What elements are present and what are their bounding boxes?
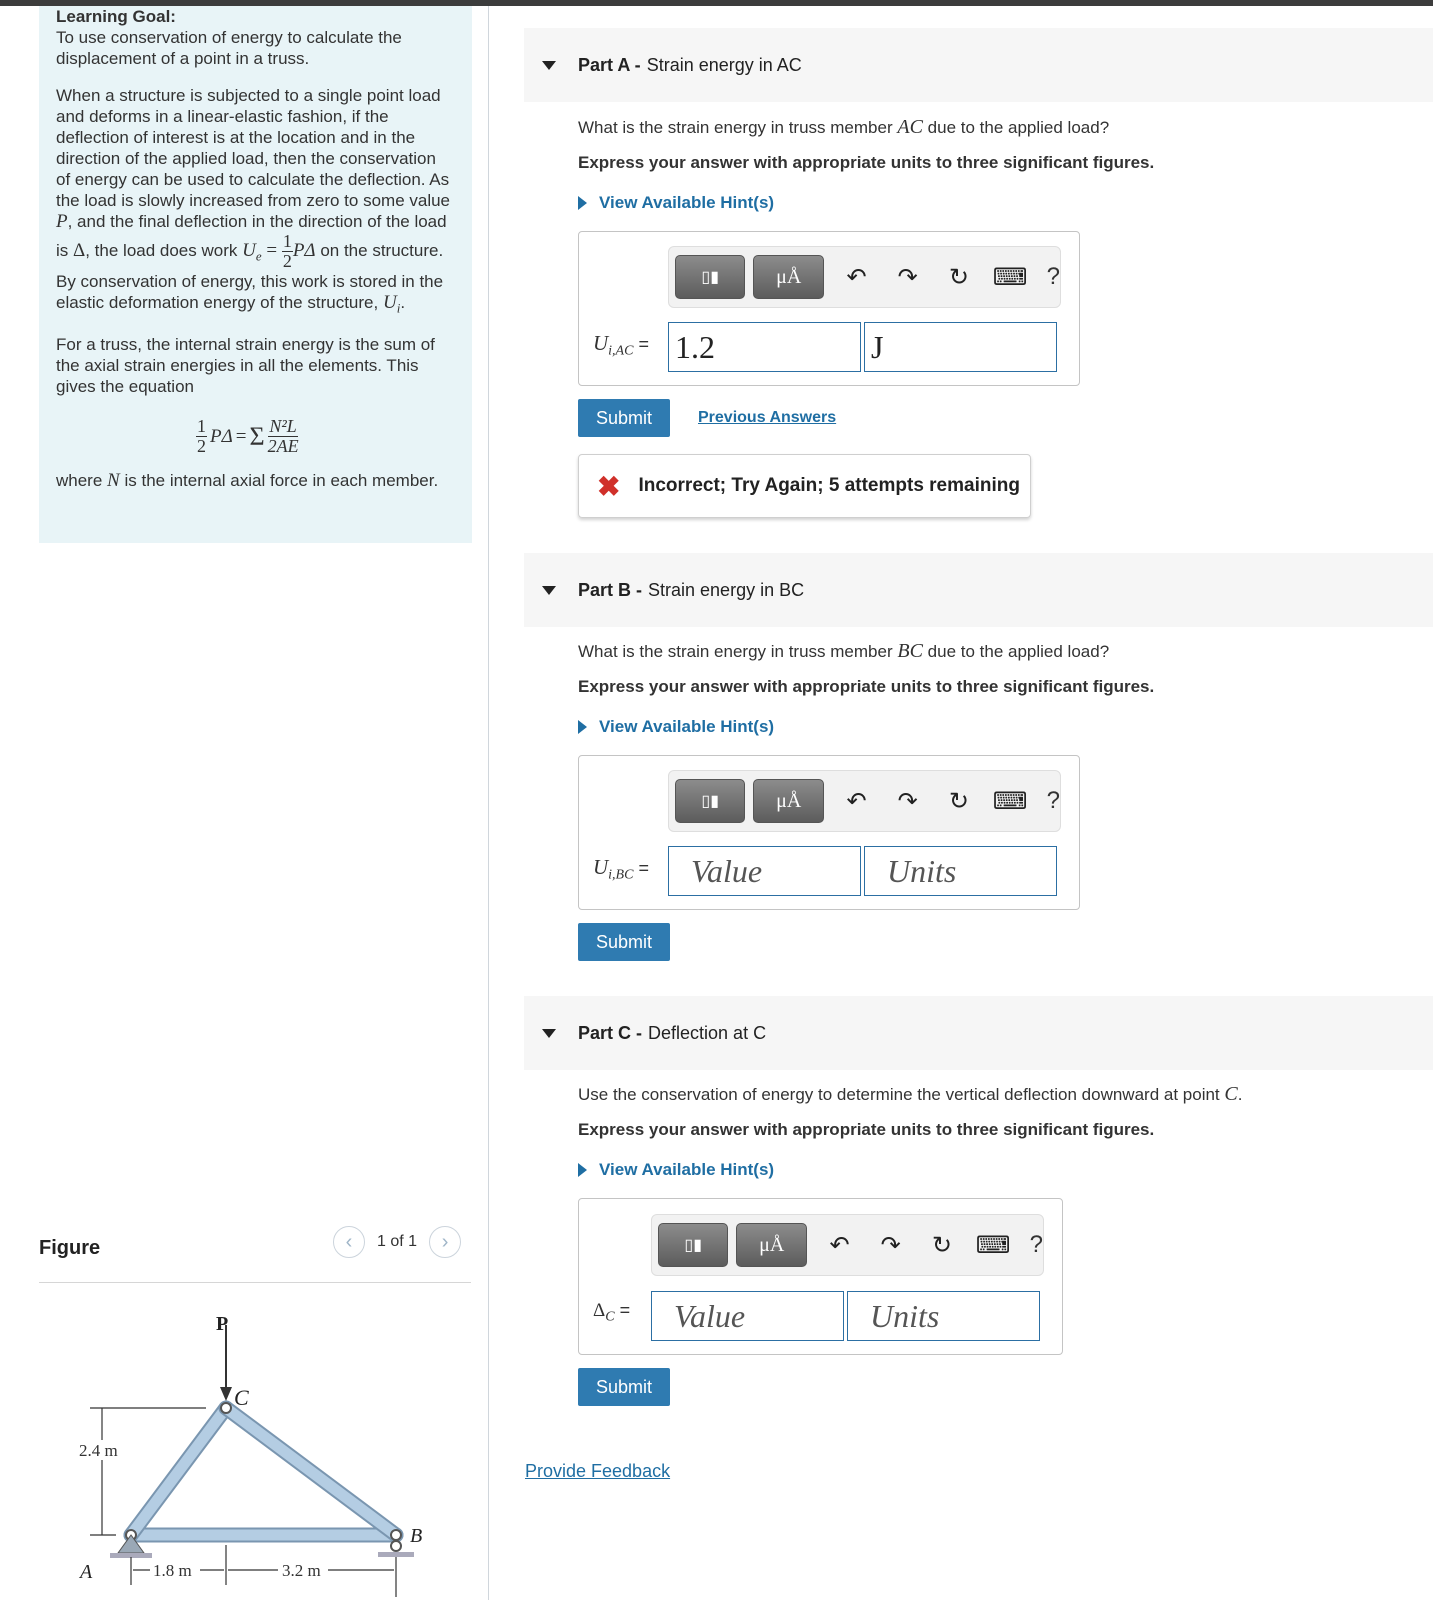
learning-goal-paragraph-2: For a truss, the internal strain energy is the sum of the axial strain energies in all the elements. This gives the equation — [56, 335, 435, 397]
learning-goal-intro: To use conservation of energy to calculate the displacement of a point in a truss. — [56, 28, 402, 68]
truss-figure — [60, 1295, 460, 1600]
part-b-hint-link[interactable]: View Available Hint(s) — [578, 717, 774, 737]
units-button[interactable]: μÅ — [736, 1223, 806, 1267]
dim-height-label: 2.4 m — [79, 1441, 118, 1460]
dim-right-label: 3.2 m — [282, 1561, 321, 1580]
part-c-toolbar — [651, 1214, 1044, 1276]
reset-icon[interactable]: ↻ — [948, 787, 969, 815]
figure-title: Figure — [39, 1237, 101, 1259]
part-b-submit-button[interactable]: Submit — [578, 923, 670, 961]
figure-divider — [39, 1282, 471, 1283]
part-c-header[interactable]: Part C - Deflection at C — [524, 996, 1433, 1070]
part-c-question: Use the conservation of energy to determine the vertical deflection downward at point C. — [578, 1083, 1243, 1105]
part-a-header[interactable]: Part A - Strain energy in AC — [524, 28, 1433, 102]
figure-next-button[interactable]: › — [429, 1226, 461, 1258]
part-c-hint-link[interactable]: View Available Hint(s) — [578, 1160, 774, 1180]
templates-button[interactable]: ▯▮ — [675, 255, 745, 299]
keyboard-icon[interactable]: ⌨ — [992, 263, 1028, 291]
joint-b-pin — [391, 1530, 401, 1540]
part-c-variable-label: $\Delta_C$ = — [593, 1300, 631, 1325]
expand-arrow-icon — [578, 720, 587, 734]
learning-goal-paragraph-3: where N is the internal axial force in each member. — [56, 470, 439, 492]
figure-page-indicator: 1 of 1 — [377, 1233, 418, 1250]
part-a-answer-box — [578, 231, 1080, 386]
part-a-feedback: ✖ Incorrect; Try Again; 5 attempts remaining — [578, 454, 1031, 518]
collapse-triangle-icon — [542, 586, 556, 595]
expand-arrow-icon — [578, 1163, 587, 1177]
previous-answers-link[interactable]: Previous Answers — [698, 409, 837, 426]
part-b-answer-box — [578, 755, 1080, 910]
support-b-roller — [378, 1541, 414, 1557]
label-a: A — [80, 1561, 93, 1583]
part-b-instruction: Express your answer with appropriate units to three significant figures. — [578, 677, 1155, 696]
redo-icon[interactable]: ↷ — [880, 1231, 901, 1259]
part-a-toolbar — [668, 246, 1061, 308]
redo-icon[interactable]: ↷ — [897, 263, 918, 291]
joint-c-pin — [221, 1403, 231, 1413]
part-c-instruction: Express your answer with appropriate units to three significant figures. — [578, 1120, 1155, 1139]
undo-icon[interactable]: ↶ — [846, 263, 867, 291]
part-a-instruction: Express your answer with appropriate units to three significant figures. — [578, 153, 1155, 172]
keyboard-icon[interactable]: ⌨ — [992, 787, 1028, 815]
column-divider — [488, 6, 489, 1600]
help-icon[interactable]: ? — [1029, 1231, 1043, 1258]
energy-equation: $\frac{1}{2}$ PΔ = Σ $\frac{\text{N²L}}{2AE}$ — [197, 416, 299, 457]
part-b-variable-label: $U_{i,BC}$ = — [593, 855, 649, 883]
reset-icon[interactable]: ↻ — [931, 1231, 952, 1259]
learning-goal-paragraph-1: When a structure is subjected to a single point load and deforms in a linear-elastic fashion, if the deflection of interest is at the location and in the direction of the applied load, then the conservation of energy can be used to calculate the deflection. As the load is slowly increased from zero to some value P, and the final deflection in the direction of the load is Δ, the load does work $U_e$ = $\frac{1}{2}$ PΔ on the structure. By conservation of energy, this work is stored in the elastic deformation energy of the structure, $U_i$. — [56, 86, 451, 316]
help-icon[interactable]: ? — [1046, 787, 1060, 814]
label-c: C — [234, 1385, 249, 1410]
part-b-header[interactable]: Part B - Strain energy in BC — [524, 553, 1433, 627]
collapse-triangle-icon — [542, 1029, 556, 1038]
expand-arrow-icon — [578, 196, 587, 210]
part-a-variable-label: $U_{i,AC}$ = — [593, 331, 649, 359]
help-icon[interactable]: ? — [1046, 263, 1060, 290]
label-p: P — [216, 1313, 229, 1335]
part-a-value-input[interactable]: 1.2 — [668, 322, 861, 372]
part-b-question: What is the strain energy in truss member BC due to the applied load? — [578, 640, 1110, 662]
part-c-units-input[interactable]: Units — [847, 1291, 1040, 1341]
part-b-units-input[interactable]: Units — [864, 846, 1057, 896]
part-b-toolbar — [668, 770, 1061, 832]
part-c-answer-box — [578, 1198, 1063, 1355]
half-fraction: $\frac{1}{2}$ — [282, 231, 292, 271]
learning-goal-panel — [39, 6, 472, 543]
incorrect-x-icon: ✖ — [597, 470, 621, 502]
templates-button[interactable]: ▯▮ — [675, 779, 745, 823]
load-arrow — [220, 1325, 232, 1401]
part-a-hint-link[interactable]: View Available Hint(s) — [578, 193, 774, 213]
label-b: B — [410, 1525, 423, 1547]
undo-icon[interactable]: ↶ — [829, 1231, 850, 1259]
collapse-triangle-icon — [542, 61, 556, 70]
part-c-submit-button[interactable]: Submit — [578, 1368, 670, 1406]
reset-icon[interactable]: ↻ — [948, 263, 969, 291]
units-button[interactable]: μÅ — [753, 779, 823, 823]
part-a-submit-button[interactable]: Submit — [578, 399, 670, 437]
part-c-value-input[interactable]: Value — [651, 1291, 844, 1341]
templates-button[interactable]: ▯▮ — [658, 1223, 728, 1267]
undo-icon[interactable]: ↶ — [846, 787, 867, 815]
figure-pager — [333, 1226, 461, 1258]
part-a-question: What is the strain energy in truss member AC due to the applied load? — [578, 116, 1110, 138]
part-a-units-input[interactable]: J — [864, 322, 1057, 372]
provide-feedback-link[interactable]: Provide Feedback — [525, 1461, 671, 1481]
figure-prev-button[interactable]: ‹ — [333, 1226, 365, 1258]
units-button[interactable]: μÅ — [753, 255, 823, 299]
learning-goal-title: Learning Goal: — [56, 7, 176, 26]
truss-members — [131, 1408, 396, 1535]
dim-left-label: 1.8 m — [153, 1561, 192, 1580]
part-b-value-input[interactable]: Value — [668, 846, 861, 896]
redo-icon[interactable]: ↷ — [897, 787, 918, 815]
keyboard-icon[interactable]: ⌨ — [975, 1231, 1011, 1259]
